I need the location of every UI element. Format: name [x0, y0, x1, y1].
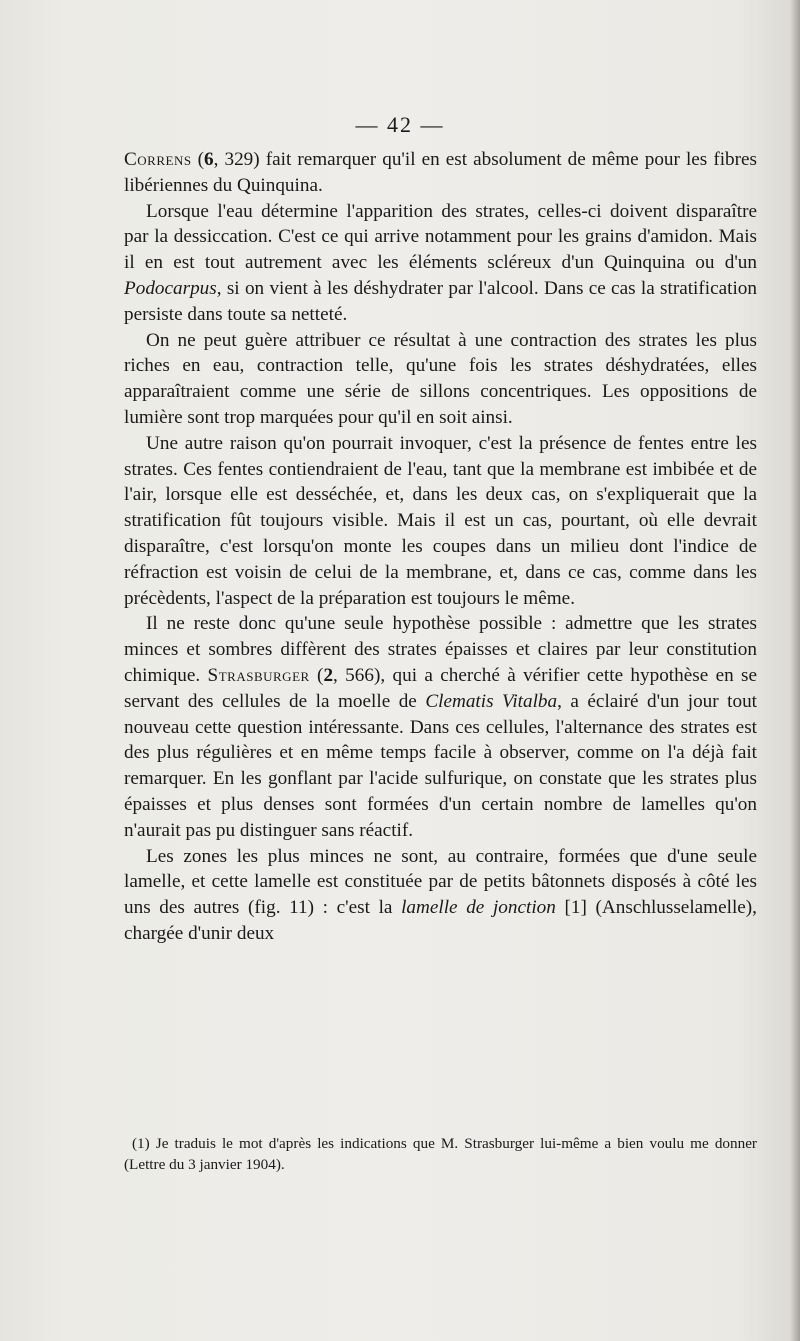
paragraph-2 [124, 199, 757, 328]
page-edge-shadow [790, 0, 800, 1341]
paragraph-5 [124, 611, 757, 843]
taxon-clematis-vitalba: Clematis Vitalba [425, 690, 558, 712]
paragraph-text: Il ne reste donc qu'une seule hypothèse possible : admettre que les strates minces et sombres diffèrent des strates épaisses et claires par leur constitution chimique. [124, 613, 757, 686]
paragraph-1: Correns (6, 329) fait remarquer qu'il en est absolument de même pour les fibres libériennes du Quinquina. [124, 149, 758, 196]
paragraph-text: , a éclairé d'un jour tout nouveau cette question intéressante. Dans ces cellules, l'alternance des strates est des plus régulières et en même temps facile à observer, comme on l'a déjà fait remarquer. En les gonflant par l'acide sulfurique, on constate que les strates plus épaisses et plus denses sont formées d'un certain nombre de lamelles qu'on n'aurait pas pu distinguer sans réactif. [124, 690, 757, 841]
paragraph-text: Lorsque l'eau détermine l'apparition des strates, celles-ci doivent disparaître par la dessiccation. C'est ce qui arrive notamment pour les grains d'amidon. Mais il en est tout autrement avec les éléments scléreux d'un Quinquina ou d'un [124, 200, 757, 274]
paragraph-text: [1] (Anschlusselamelle), chargée d'unir deux [124, 897, 757, 944]
reference-page: , 329) [213, 149, 260, 170]
footnote-text: (1) Je traduis le mot d'après les indications que M. Strasburger lui-même a bien voulu me donner (Lettre du 3 janvier 1904). [124, 1135, 757, 1173]
paragraph-3 [124, 328, 757, 431]
reference-page: , 566) [333, 664, 381, 686]
paragraph-text: , si on vient à les déshydrater par l'alcool. Dans ce cas la stratification persiste dans toute sa netteté. [124, 277, 757, 325]
paragraph-4 [124, 431, 757, 612]
reference-open: ( [309, 664, 324, 686]
paragraph-text: Les zones les plus minces ne sont, au contraire, formées que d'une seule lamelle, et cette lamelle est constituée par de petits bâtonnets disposés à côté les uns des autres (fig. 11) : c'est la [124, 845, 757, 919]
reference-number: 2 [323, 664, 334, 686]
author-strasburger: Strasburger [207, 664, 310, 686]
author-correns: Correns [124, 149, 192, 170]
paragraph-text: On ne peut guère attribuer ce résultat à une contraction des strates les plus riches en eau, contraction telle, qu'une fois les strates déshydratées, elles apparaîtraient comme une série de sillons concentriques. Les oppositions de lumière sont trop marquées pour qu'il en soit ainsi. [124, 329, 757, 428]
paragraph-text: fait remarquer qu'il en est absolument de même pour les fibres libériennes du Quinquina. [124, 149, 758, 196]
term-lamelle-de-jonction: lamelle de jonction [401, 897, 556, 919]
body-text [124, 147, 757, 947]
reference-number: 6 [204, 149, 214, 170]
paragraph-6 [124, 844, 757, 947]
taxon-podocarpus: Podocarpus [124, 277, 217, 299]
page-number: — 42 — [355, 112, 445, 137]
footnote [124, 1133, 757, 1175]
paragraph-text: , qui a cherché à vérifier cette hypothèse en se servant des cellules de la moelle de [124, 664, 758, 712]
paragraph-text: Une autre raison qu'on pourrait invoquer, c'est la présence de fentes entre les strates. Ces fentes contiendraient de l'eau, tant que la membrane est imbibée et de l'air, lorsque elle est desséchée, et, dans les deux cas, on s'expliquerait que la stratification fût toujours visible. Mais il est un cas, pourtant, où elle devrait disparaître, c'est lorsqu'on monte les coupes dans un milieu dont l'indice de réfraction est voisin de celui de la membrane, et, dans ce cas, comme dans les précèdents, l'aspect de la préparation est toujours le même. [124, 432, 757, 609]
